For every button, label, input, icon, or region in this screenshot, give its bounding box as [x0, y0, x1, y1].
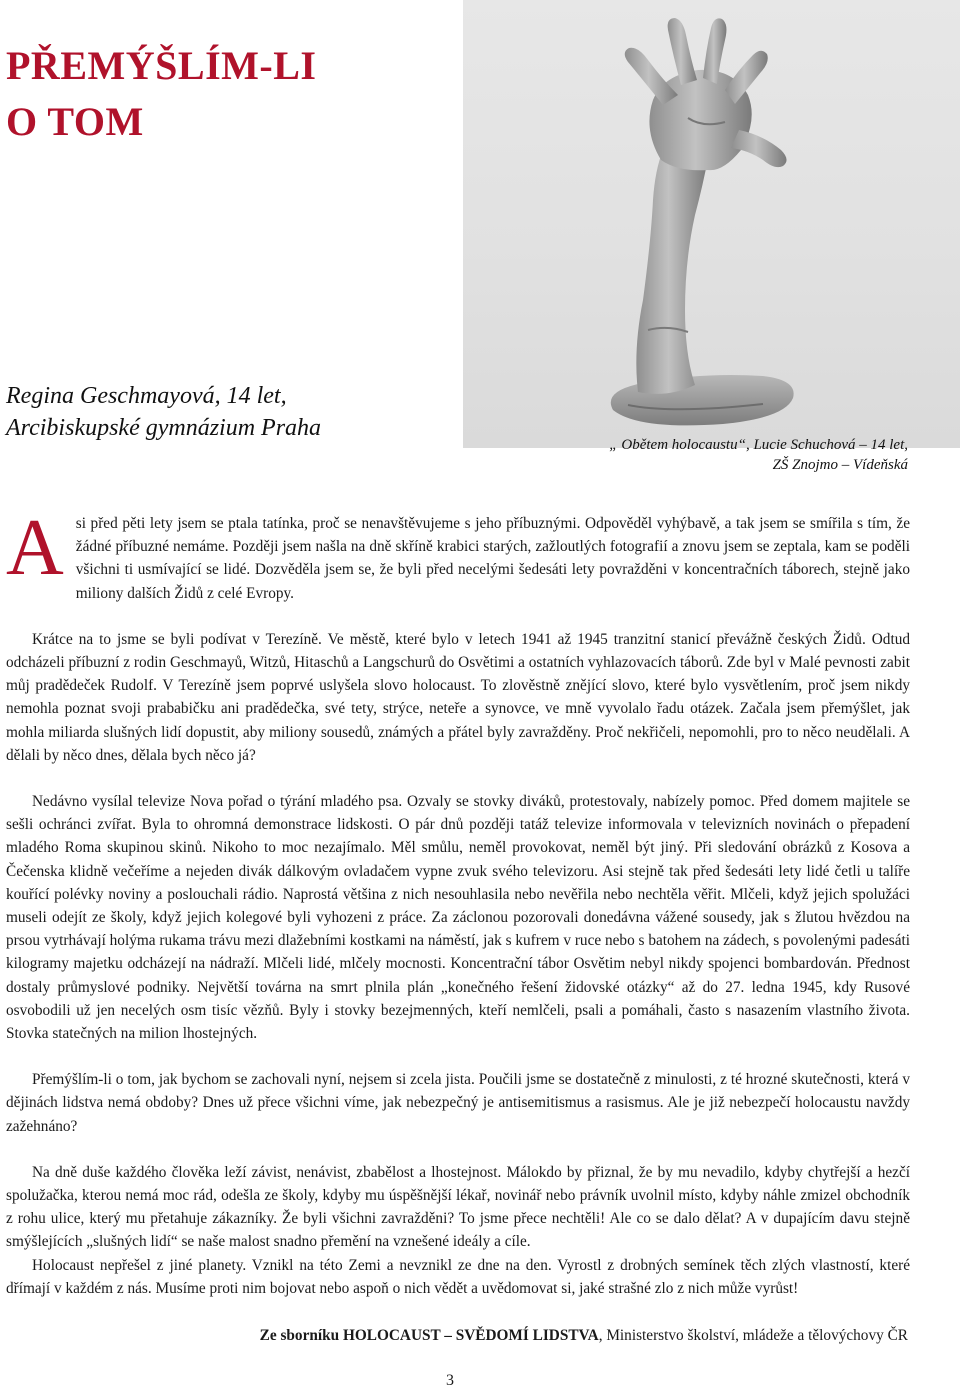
- drop-cap: A: [6, 504, 64, 592]
- photo-caption: [609, 435, 908, 475]
- paragraph-6: Holocaust nepřešel z jiné planety. Vznikl na této Zemi a nevznikl ze dne na den. Vyrostl z drobných semínek těch zlých vlastností, které dřímají v každém z nás. Musíme proti nim bojovat nebo aspoň o nich vědět a uvědomovat si, jaké strašné zlo z nich může vyrůst!: [6, 1256, 910, 1297]
- paragraph-4: Přemýšlím-li o tom, jak bychom se zachovali nyní, nejsem si zcela jista. Poučili jsme se dostatečně z minulosti, z té hrozné skutečnosti, která v dějinách lidstva nemá obdoby? Dnes už přece všichni víme, jak nebezpečný je antisemitismus a rasismus. Ale je již nebezpečí holocaustu navždy zažehnáno?: [6, 1071, 910, 1135]
- source-title: Ze sborníku HOLOCAUST – SVĚDOMÍ LIDSTVA: [259, 1327, 599, 1344]
- article-body: [6, 504, 910, 1300]
- author-school: Arcibiskupské gymnázium Praha: [6, 415, 322, 441]
- author-name: Regina Geschmayová, 14 let,: [6, 383, 287, 409]
- caption-line-1: „ Obětem holocaustu“, Lucie Schuchová – 14 let,: [609, 437, 908, 453]
- title-line-1: PŘEMÝŠLÍM-LI: [6, 43, 317, 88]
- source-citation: [260, 1325, 908, 1347]
- source-publisher: , Ministerstvo školství, mládeže a tělovýchovy ČR: [598, 1327, 908, 1344]
- paragraph-5: Na dně duše každého člověka leží závist, nenávist, zbabělost a lhostejnost. Málokdo by přiznal, že by mu nevadilo, kdyby chytřejší a hezčí spolužačka, kterou nemá moc rád, odešla ze školy, kdyby mu úspěšnější lékař, novinář nebo právník uvolnil místo, kdyby náhle zmizel obchodník z rohu ulice, který mu přetahuje zákazníky. Že byli všichni zavražděni? To jsme přece nechtěli! Ale co se dalo dělat? A v dupajícím davu stejně smýšlejících „slušných lidí“ se naše malost snadno přemění na vznešené ideály a cíle.: [6, 1163, 910, 1251]
- page-title: [6, 38, 316, 150]
- author-byline: [6, 380, 321, 444]
- hand-sculpture-illustration: [463, 0, 960, 448]
- paragraph-3: Nedávno vysílal televize Nova pořad o týrání mladého psa. Ozvaly se stovky diváků, protestovaly, nabízely pomoc. Před domem majitele se sešli ochránci zvířat. Byla to ohromná demonstrace lidskosti. O pár dnů později tatáž televize informovala v televizních novinách o přepadení mladého Roma skupinou skinů. Nikoho to moc nezajímalo. Měl smůlu, neměl provokovat, neměl být jiný. Při sledování obrázků z Kosova a Čečenska klidně večeříme a nejeden divák dálkovým ovladačem vypne zvuk svého televizoru. Asi stejně tak před šedesáti lety lidé četli u talíře kouřící polévky noviny a poslouchali rádio. Naprostá většina z nich nesouhlasila nebo nevěřila nebo nechtěla věřit. Mlčeli, když jejich spolužáci museli odejít ze školy, když jejich kolegové byli vyhozeni z práce. Za záclonou pozorovali donedávna vážené sousedy, jak s žlutou hvězdou na prsou vytrhávají holýma rukama trávu mezi dlažebními kostkami na náměstí, jak s kufrem v ruce nebo s batohem na zádech, s povolenými padesáti kilogramy majetku odcházejí na nádraží. Mlčeli lidé, mlčely mocnosti. Koncentrační tábor Osvětim nebyl nikdy spojenci bombardován. Přednost dostaly průmyslové podniky. Největší továrna na smrt plnila plán „konečného řešení židovské otázky“ až do 27. ledna 1945, kdy Rusové osvobodili už jen necelých osm tisíc vězňů. Byly i stovky bezejmenných, kteří nemlčeli, psali a pomáhali, často s nasazením vlastního života. Stovka statečných na milion lhostejných.: [6, 793, 910, 1043]
- title-line-2: O TOM: [6, 99, 144, 144]
- caption-line-2: ZŠ Znojmo – Vídeňská: [772, 457, 908, 473]
- paragraph-1: [6, 504, 910, 605]
- page-number: 3: [446, 1372, 454, 1389]
- paragraph-2: Krátce na to jsme se byli podívat v Terezíně. Ve městě, které bylo v letech 1941 až 1945 tranzitní stanicí převážně českých Židů. Odtud odcházeli příbuzní z rodin Geschmayů, Witzů, Hitaschů a Langschurů do Osvětimi a ostatních vyhlazovacích táborů. Zde byl v Malé pevnosti zabit můj pradědeček Rudolf. V Terezíně jsem poprvé uslyšela slovo holocaust. To zlověstně znějící slovo, které bylo vysvětlením, proč jsem nikdy nemohla poznat svoji prababičku ani pradědečka, své tety, strýce, neteře a synovce, ve mně vyvolalo řadu otázek. Začala jsem přemýšlet, jak mohla miliarda slušných lidí dopustit, aby miliony sousedů, známých a přátel byly zavražděny. Proč nekřičeli, nepomohli, pro to něco neudělali. A dělali by něco dnes, dělala bych něco já?: [6, 630, 910, 764]
- sculpture-photo: [463, 0, 960, 448]
- paragraph-1-text: si před pěti lety jsem se ptala tatínka, proč se nenavštěvujeme s jeho příbuznými. Odpověděl vyhýbavě, a tak jsem se smířila s tím, že žádné příbuzné nemáme. Později jsem našla na dně skříně krabici starých, zažloutlých fotografií a znovu jsem se zeptala, kam se poděli všichni ti usmívající se lidé. Dozvěděla jsem se, že byli před necelými šedesáti lety povražděni v koncentračních táborech, stejně jako miliony dalších Židů z celé Evropy.: [75, 515, 910, 602]
